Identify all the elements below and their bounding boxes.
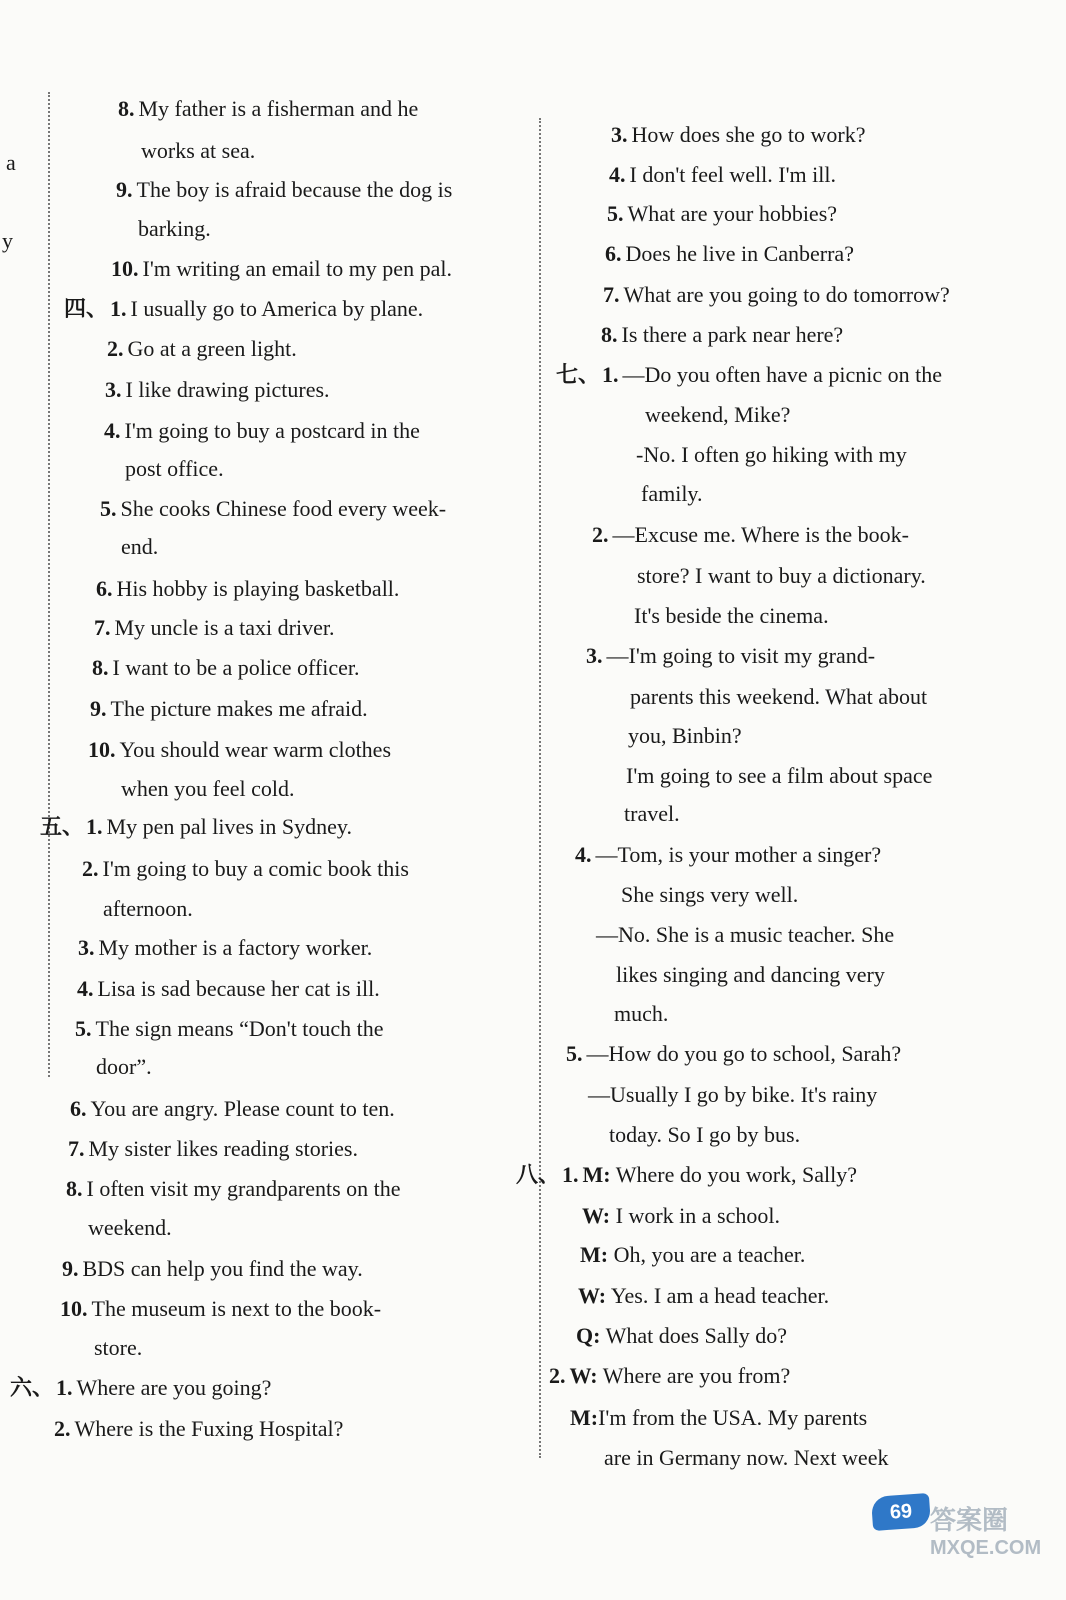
answer-text: end. <box>121 534 159 559</box>
answer-text: I don't feel well. I'm ill. <box>629 162 836 187</box>
answer-text: It's beside the cinema. <box>634 603 829 628</box>
answer-text: His hobby is playing basketball. <box>116 576 400 601</box>
answer-line <box>118 96 418 122</box>
answer-line <box>90 696 368 722</box>
answer-line <box>75 1016 384 1042</box>
answer-text: Where are you going? <box>76 1375 272 1400</box>
answer-line <box>96 576 399 602</box>
answer-line <box>105 377 330 403</box>
item-number: 10. <box>60 1296 88 1321</box>
item-number: 2. <box>592 522 609 547</box>
answer-line <box>592 522 909 548</box>
answer-line <box>614 1001 668 1027</box>
answer-line <box>125 456 224 482</box>
answer-text: weekend, Mike? <box>645 402 791 427</box>
answer-text: family. <box>641 481 703 506</box>
answer-text: My uncle is a taxi driver. <box>114 615 335 640</box>
answer-text: I want to be a police officer. <box>112 655 360 680</box>
answer-text: How does she go to work? <box>631 122 866 147</box>
section-marker: 四、 <box>64 297 109 322</box>
item-number: 5. <box>75 1016 92 1041</box>
item-number: 6. <box>96 576 113 601</box>
answer-line <box>66 1176 401 1202</box>
answer-line <box>62 1256 363 1282</box>
item-number: 6. <box>70 1096 87 1121</box>
item-number: 8. <box>66 1176 83 1201</box>
item-number: 1. <box>86 814 103 839</box>
answer-text: I'm writing an email to my pen pal. <box>142 256 452 281</box>
answer-line <box>549 1363 790 1389</box>
answer-text: post office. <box>125 456 224 481</box>
answer-text: My father is a fisherman and he <box>138 96 419 121</box>
answer-line <box>78 935 372 961</box>
column-divider <box>539 118 541 1458</box>
answer-line <box>609 162 836 188</box>
item-number: 5. <box>566 1041 583 1066</box>
answer-text: Go at a green light. <box>127 336 297 361</box>
item-number: 3. <box>586 643 603 668</box>
watermark-logo <box>930 1500 1041 1560</box>
answer-line <box>588 1082 877 1108</box>
answer-text: I usually go to America by plane. <box>130 296 424 321</box>
answer-line <box>604 1445 888 1471</box>
answer-line <box>94 1335 142 1361</box>
answer-line <box>82 856 409 882</box>
answer-line <box>103 896 193 922</box>
answer-text: afternoon. <box>103 896 193 921</box>
answer-text: BDS can help you find the way. <box>82 1256 363 1281</box>
watermark-text: 答案圈 <box>930 1505 1009 1535</box>
item-number: 5. <box>607 201 624 226</box>
answer-text: —I'm going to visit my grand- <box>606 643 876 668</box>
answer-line <box>96 1054 152 1080</box>
answer-line <box>64 296 423 323</box>
item-number: 2. <box>82 856 99 881</box>
answer-text: Lisa is sad because her cat is ill. <box>97 976 380 1001</box>
answer-line <box>601 322 843 348</box>
answer-text: travel. <box>624 801 680 826</box>
answer-text: You are angry. Please count to ten. <box>90 1096 395 1121</box>
speaker-label: M: <box>570 1405 599 1430</box>
item-number: 7. <box>603 282 620 307</box>
answer-text: store. <box>94 1335 143 1360</box>
answer-text: My pen pal lives in Sydney. <box>106 814 352 839</box>
answer-line <box>624 801 680 827</box>
item-number: 8. <box>118 96 135 121</box>
answer-line <box>40 814 352 841</box>
answer-line <box>576 1323 787 1349</box>
answer-text: I'm going to buy a comic book this <box>102 856 409 881</box>
answer-text: Where do you work, Sally? <box>615 1162 858 1187</box>
page-number-badge: 69 <box>871 1493 931 1531</box>
answer-line <box>611 122 866 148</box>
answer-line <box>77 976 380 1002</box>
answer-text: What are your hobbies? <box>627 201 838 226</box>
answer-line <box>556 362 942 389</box>
answer-line <box>138 216 211 242</box>
answer-text: What are you going to do tomorrow? <box>623 282 950 307</box>
answer-text: —Usually I go by bike. It's rainy <box>588 1082 878 1107</box>
answer-text: weekend. <box>88 1215 172 1240</box>
item-number: 4. <box>104 418 121 443</box>
answer-text: Does he live in Canberra? <box>625 241 854 266</box>
item-number: 9. <box>90 696 107 721</box>
answer-text: The picture makes me afraid. <box>110 696 368 721</box>
answer-text: —Tom, is your mother a singer? <box>595 842 882 867</box>
watermark-url: MXQE.COM <box>930 1537 1042 1559</box>
answer-text: The sign means “Don't touch the <box>95 1016 384 1041</box>
answer-line <box>54 1416 343 1442</box>
item-number: 1. <box>110 296 127 321</box>
answer-text: —How do you go to school, Sarah? <box>586 1041 902 1066</box>
answer-text: Where are you from? <box>602 1363 791 1388</box>
answer-text: barking. <box>138 216 211 241</box>
answer-line <box>605 241 854 267</box>
answer-line <box>616 962 885 988</box>
answer-line <box>580 1242 805 1268</box>
answer-line <box>607 201 837 227</box>
answer-line <box>88 737 391 763</box>
item-number: 7. <box>68 1136 85 1161</box>
section-marker: 六、 <box>10 1376 55 1401</box>
answer-line <box>630 684 927 710</box>
answer-line <box>578 1283 829 1309</box>
answer-line <box>609 1122 800 1148</box>
item-number: 2. <box>107 336 124 361</box>
answer-text: when you feel cold. <box>121 776 295 801</box>
answer-text: parents this weekend. What about <box>630 684 928 709</box>
answer-text: The museum is next to the book- <box>91 1296 382 1321</box>
item-number: 3. <box>78 935 95 960</box>
item-number: 9. <box>62 1256 79 1281</box>
answer-line <box>88 1215 172 1241</box>
item-number: 10. <box>111 256 139 281</box>
item-number: 7. <box>94 615 111 640</box>
answer-line <box>141 138 255 164</box>
answer-text: door”. <box>96 1054 152 1079</box>
item-number: 4. <box>609 162 626 187</box>
item-number: 4. <box>77 976 94 1001</box>
answer-line <box>641 481 703 507</box>
item-number: 9. <box>116 177 133 202</box>
page-edge-fragment: a <box>6 150 16 175</box>
answer-line <box>626 763 932 789</box>
answer-line <box>582 1203 780 1229</box>
answer-line <box>107 336 297 362</box>
answer-line <box>10 1375 271 1402</box>
answer-text: Where is the Fuxing Hospital? <box>74 1416 344 1441</box>
answer-text: My mother is a factory worker. <box>98 935 373 960</box>
answer-line <box>121 534 158 560</box>
item-number: 2. <box>549 1363 566 1388</box>
answer-text: are in Germany now. Next week <box>604 1445 889 1470</box>
speaker-label: W: <box>582 1203 611 1228</box>
answer-text: store? I want to buy a dictionary. <box>637 563 926 588</box>
answer-text: much. <box>614 1001 669 1026</box>
answer-text: likes singing and dancing very <box>616 962 885 987</box>
answer-line <box>121 776 295 802</box>
answer-line <box>603 282 950 308</box>
answer-text: —Do you often have a picnic on the <box>622 362 943 387</box>
answer-line <box>628 723 742 749</box>
answer-text: I'm from the USA. My parents <box>598 1405 868 1430</box>
answer-line <box>566 1041 901 1067</box>
answer-text: I like drawing pictures. <box>125 377 330 402</box>
answer-line <box>111 256 452 282</box>
item-number: 10. <box>88 737 116 762</box>
answer-line <box>94 615 334 641</box>
speaker-label: M: <box>582 1162 611 1187</box>
answer-text: I'm going to see a film about space <box>626 763 933 788</box>
answer-text: works at sea. <box>141 138 256 163</box>
item-number: 8. <box>601 322 618 347</box>
page-edge-fragment: y <box>2 228 13 253</box>
answer-line <box>586 643 875 669</box>
answer-line <box>104 418 420 444</box>
answer-line <box>636 442 907 468</box>
answer-text: today. So I go by bus. <box>609 1122 801 1147</box>
answer-text: What does Sally do? <box>605 1323 788 1348</box>
answer-line <box>68 1136 358 1162</box>
item-number: 3. <box>611 122 628 147</box>
left-margin-divider <box>48 92 50 1077</box>
item-number: 2. <box>54 1416 71 1441</box>
answer-line <box>621 882 798 908</box>
answer-text: I work in a school. <box>615 1203 780 1228</box>
answer-line <box>92 655 360 681</box>
answer-text: Is there a park near here? <box>621 322 844 347</box>
section-marker: 八、 <box>516 1163 561 1188</box>
speaker-label: Q: <box>576 1323 601 1348</box>
item-number: 5. <box>100 496 117 521</box>
speaker-label: M: <box>580 1242 609 1267</box>
answer-text: I'm going to buy a postcard in the <box>124 418 420 443</box>
answer-text: -No. I often go hiking with my <box>636 442 907 467</box>
answer-line <box>100 496 446 522</box>
answer-line <box>570 1405 867 1431</box>
item-number: 8. <box>92 655 109 680</box>
answer-line <box>70 1096 395 1122</box>
answer-text: I often visit my grandparents on the <box>86 1176 401 1201</box>
item-number: 1. <box>56 1375 73 1400</box>
section-marker: 五、 <box>40 815 85 840</box>
item-number: 1. <box>562 1162 579 1187</box>
answer-text: —No. She is a music teacher. She <box>596 922 895 947</box>
item-number: 3. <box>105 377 122 402</box>
answer-line <box>637 563 926 589</box>
answer-line <box>575 842 881 868</box>
item-number: 4. <box>575 842 592 867</box>
answer-line <box>645 402 790 428</box>
item-number: 6. <box>605 241 622 266</box>
answer-line <box>516 1162 857 1189</box>
answer-text: The boy is afraid because the dog is <box>136 177 453 202</box>
answer-text: —Excuse me. Where is the book- <box>612 522 910 547</box>
answer-line <box>60 1296 381 1322</box>
speaker-label: W: <box>578 1283 607 1308</box>
answer-text: She sings very well. <box>621 882 799 907</box>
answer-text: You should wear warm clothes <box>119 737 392 762</box>
speaker-label: W: <box>569 1363 598 1388</box>
answer-text: you, Binbin? <box>628 723 742 748</box>
answer-text: Yes. I am a head teacher. <box>610 1283 830 1308</box>
item-number: 1. <box>602 362 619 387</box>
answer-line <box>596 922 894 948</box>
answer-line <box>634 603 829 629</box>
answer-text: My sister likes reading stories. <box>88 1136 358 1161</box>
answer-text: She cooks Chinese food every week- <box>120 496 447 521</box>
answer-text: Oh, you are a teacher. <box>613 1242 806 1267</box>
answer-line <box>116 177 452 203</box>
section-marker: 七、 <box>556 363 601 388</box>
